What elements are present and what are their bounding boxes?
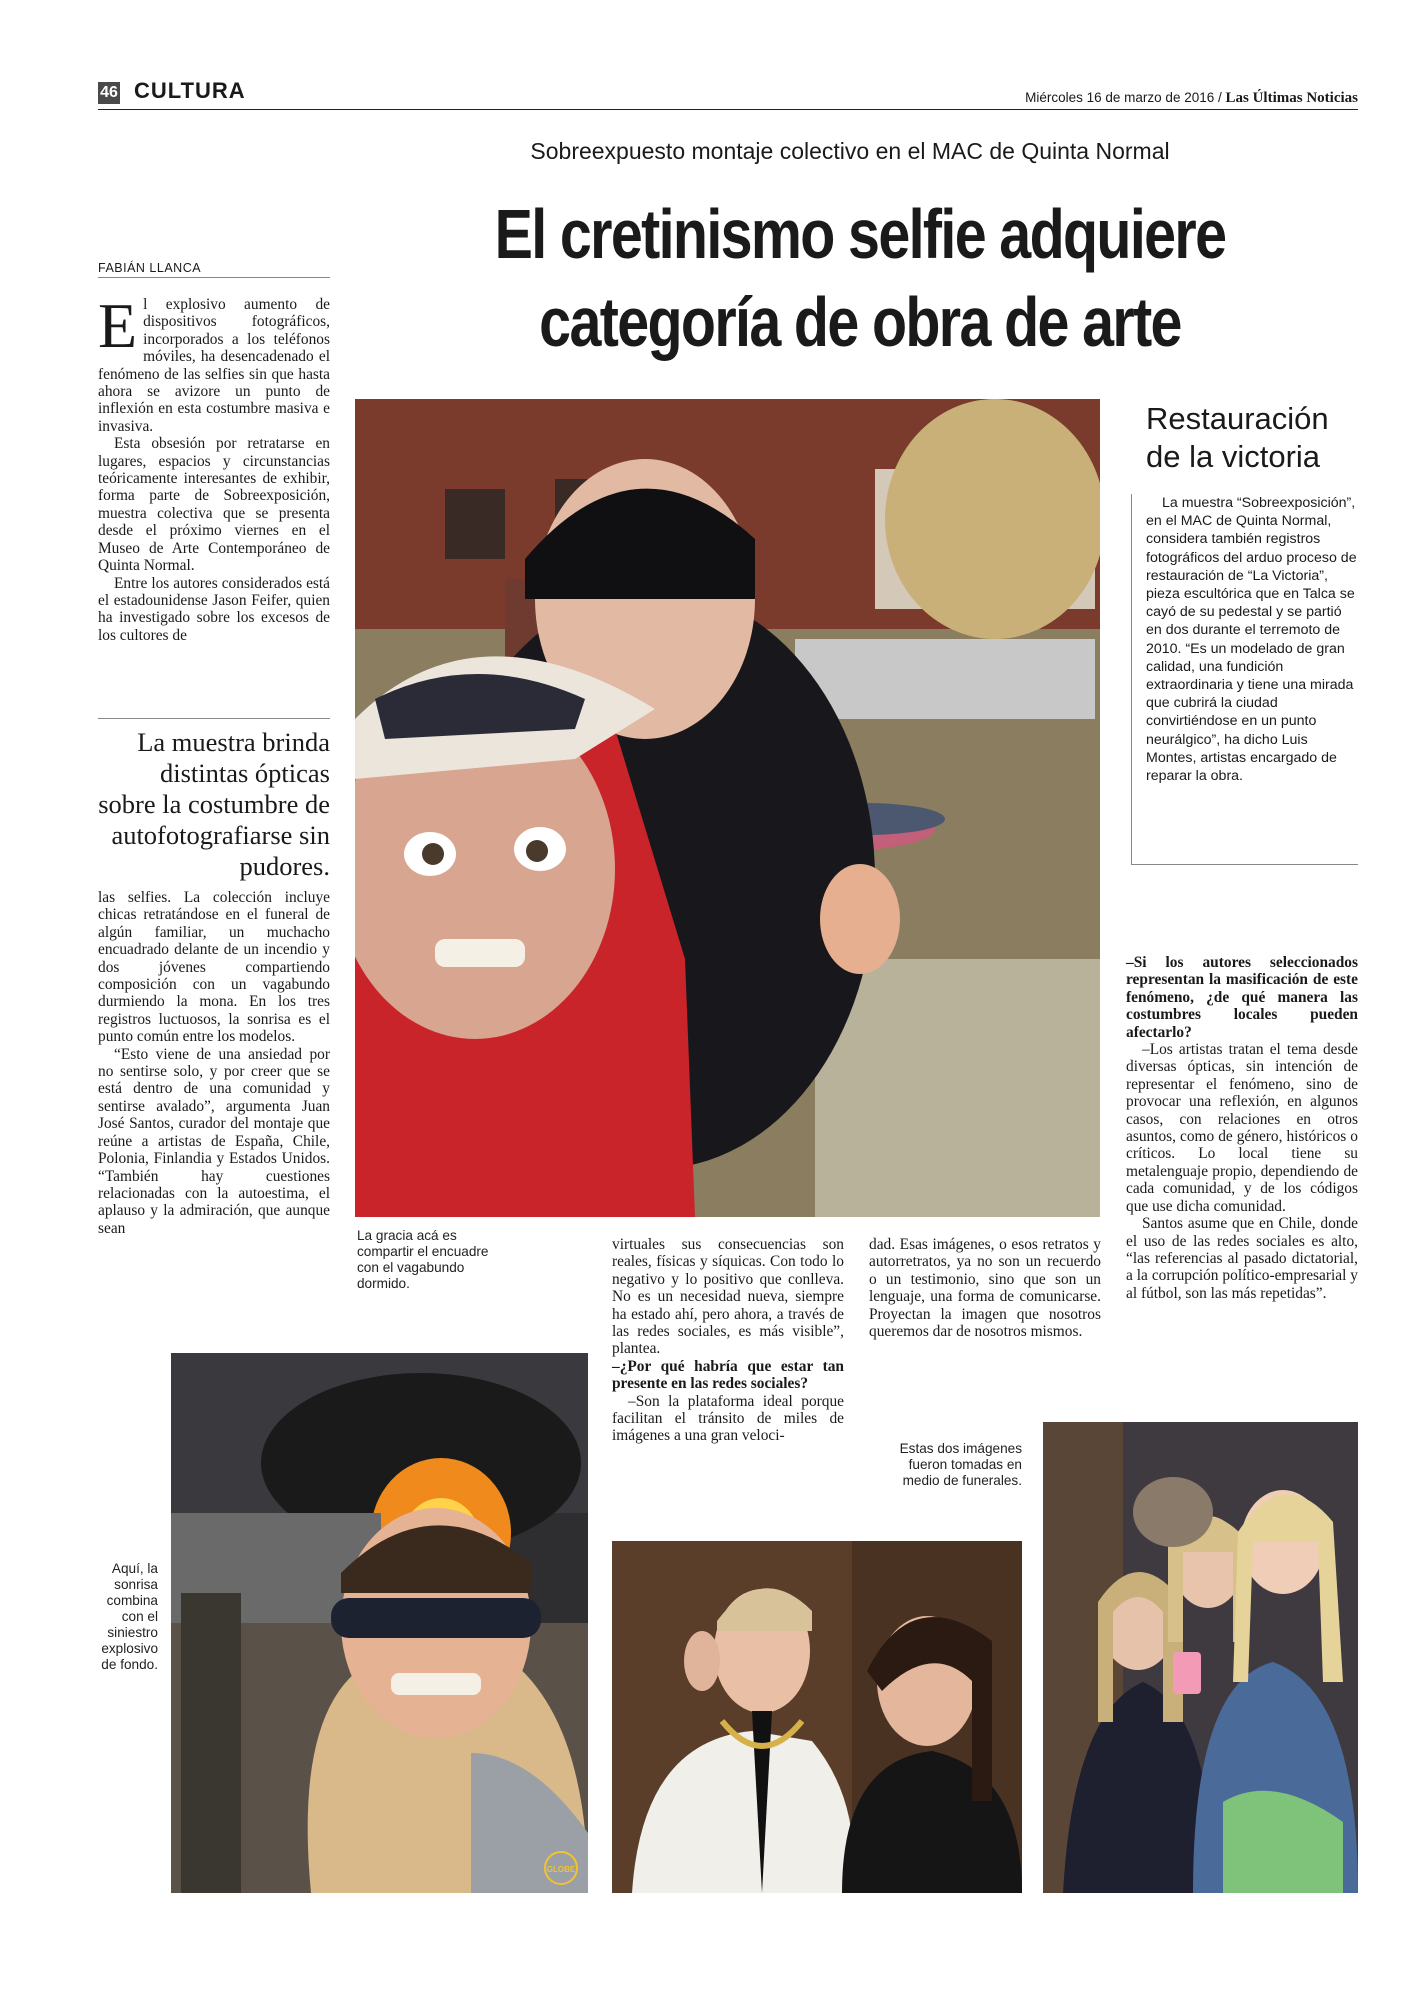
interview-question: –¿Por qué habría que estar tan presente en las redes sociales? [612, 1357, 844, 1393]
issue-date: Miércoles 16 de marzo de 2016 / [1025, 90, 1222, 105]
column-2 [612, 1236, 844, 1445]
column-4 [1126, 954, 1358, 1302]
sidebar-title-line-2: de la victoria [1146, 439, 1321, 474]
funeral-selfie-photo-2 [1043, 1422, 1358, 1893]
article-kicker: Sobreexpuesto montaje colectivo en el MAC de Quinta Normal [530, 138, 1170, 164]
section-title: CULTURA [134, 78, 246, 103]
paragraph: Entre los autores considerados está el estadounidense Jason Feifer, quien ha investigado sobre los excesos de los cultores de [98, 574, 330, 644]
interview-question: –Si los autores seleccionados representan la masificación de este fenómeno, ¿de qué manera las costumbres locales pueden afectarlo? [1126, 954, 1358, 1041]
sidebar-text [1146, 494, 1358, 785]
paragraph: Esta obsesión por retratarse en lugares, espacios y circunstancias teóricamente interesantes de exhibir, forma parte de Sobreexposición, muestra colectiva que se presenta desde el próximo viernes en el Museo de Arte Contemporáneo de Quinta Normal. [98, 435, 330, 575]
main-selfie-photo [355, 399, 1100, 1217]
paragraph: “Esto viene de una ansiedad por no sentirse solo, y por creer que se está dentro de una comunidad y sentirse avalado”, argumenta Juan José Santos, curador del montaje que reúne a artistas de España, Chile, Polonia, Finlandia y Estados Unidos. “También hay cuestiones relacionadas con la autoestima, el aplauso y la admiración, que aunque sean [98, 1045, 330, 1237]
paragraph: Santos asume que en Chile, donde el uso de las redes sociales es alto, “las referencias al pasado dictatorial, a la corrupción político-empresarial y al fútbol, son las más repetidas”. [1126, 1215, 1358, 1302]
pull-quote: La muestra brinda distintas ópticas sobre la costumbre de autofotografiarse sin pudores. [98, 718, 330, 882]
sidebar-bottom-rule [1131, 864, 1358, 865]
drop-cap: E [98, 290, 138, 361]
funeral-selfie-photo-1 [612, 1541, 1022, 1893]
funeral-photo-2-image [1043, 1422, 1358, 1893]
fire-photo-caption: Aquí, la sonrisa combina con el siniestro explosivo de fondo. [101, 1561, 158, 1672]
sidebar-title-line-1: Restauración [1146, 401, 1329, 436]
sidebar-title [1146, 400, 1329, 476]
dateline [1025, 90, 1358, 107]
column-1-bottom [98, 889, 330, 1237]
paragraph: l explosivo aumento de dispositivos fotográficos, incorporados a los teléfonos móviles, ha desencadenado el fenómeno de las selfies sin que hasta ahora se avizore un punto de inflexión en esta costumbre masiva e invasiva. [98, 296, 330, 435]
column-1-top [98, 290, 330, 644]
paragraph: –Los artistas tratan el tema desde diversas ópticas, sin intención de representar el fenómeno, sino de provocar una reflexión, en algunos casos, con relaciones en otros asuntos, como de género, históricos o críticos. Lo local tiene su metalenguaje propio, dependiendo de cada comunidad, y de los códigos que use dicha comunidad. [1126, 1041, 1358, 1215]
paragraph: dad. Esas imágenes, o esos retratos y autorretratos, ya no son un recuerdo o un testimonio, sino que son un lenguaje, una forma de comunicarse. Proyectan la imagen que nosotros queremos dar de nosotros mismos. [869, 1236, 1101, 1341]
page-number: 46 [98, 82, 120, 104]
byline-rule [98, 277, 330, 278]
photo-watermark: GLOBE [546, 1865, 576, 1874]
article-headline [450, 190, 1270, 366]
paragraph: –Son la plataforma ideal porque facilitan el tránsito de miles de imágenes a una gran veloci- [612, 1392, 844, 1445]
headline-line-2: categoría de obra de arte [539, 283, 1181, 361]
main-photo-image [355, 399, 1100, 1217]
column-3 [869, 1236, 1101, 1340]
funeral-photos-caption: Estas dos imágenes fueron tomadas en medio de funerales. [899, 1441, 1022, 1488]
sidebar-paragraph: La muestra “Sobreexposición”, en el MAC de Quinta Normal, considera también registros fotográficos del arduo proceso de restauración de “La Victoria”, pieza escultórica que en Talca se cayó de su pedestal y se partió en dos durante el terremoto de 2010. “Es un modelado de gran calidad, una fundición extraordinaria y tiene una mirada que cubrirá la ciudad convirtiéndose en un punto neurálgico”, ha dicho Luis Montes, artistas encargado de reparar la obra. [1146, 495, 1357, 785]
funeral-photo-1-image [612, 1541, 1022, 1893]
byline: FABIÁN LLANCA [98, 261, 202, 275]
header-rule [98, 109, 1358, 110]
fire-photo-image [171, 1353, 588, 1893]
headline-line-1: El cretinismo selfie adquiere [494, 195, 1226, 273]
paragraph: las selfies. La colección incluye chicas retratándose en el funeral de algún familiar, un muchacho encuadrado delante de un incendio y dos jóvenes compartiendo composición con un vagabundo durmiendo la mona. En los tres registros luctuosos, la sonrisa es el punto común entre los modelos. [98, 889, 330, 1046]
sidebar-vertical-rule [1131, 494, 1132, 864]
newspaper-name: Las Últimas Noticias [1225, 90, 1358, 106]
fire-selfie-photo [171, 1353, 588, 1893]
paragraph: virtuales sus consecuencias son reales, físicas y síquicas. Con todo lo negativo y lo positivo que conlleva. No es un necesidad nueva, siempre ha estado ahí, pero ahora, a través de las redes sociales, es más visible”, plantea. [612, 1236, 844, 1358]
main-photo-caption: La gracia acá es compartir el encuadre con el vagabundo dormido. [357, 1228, 489, 1291]
